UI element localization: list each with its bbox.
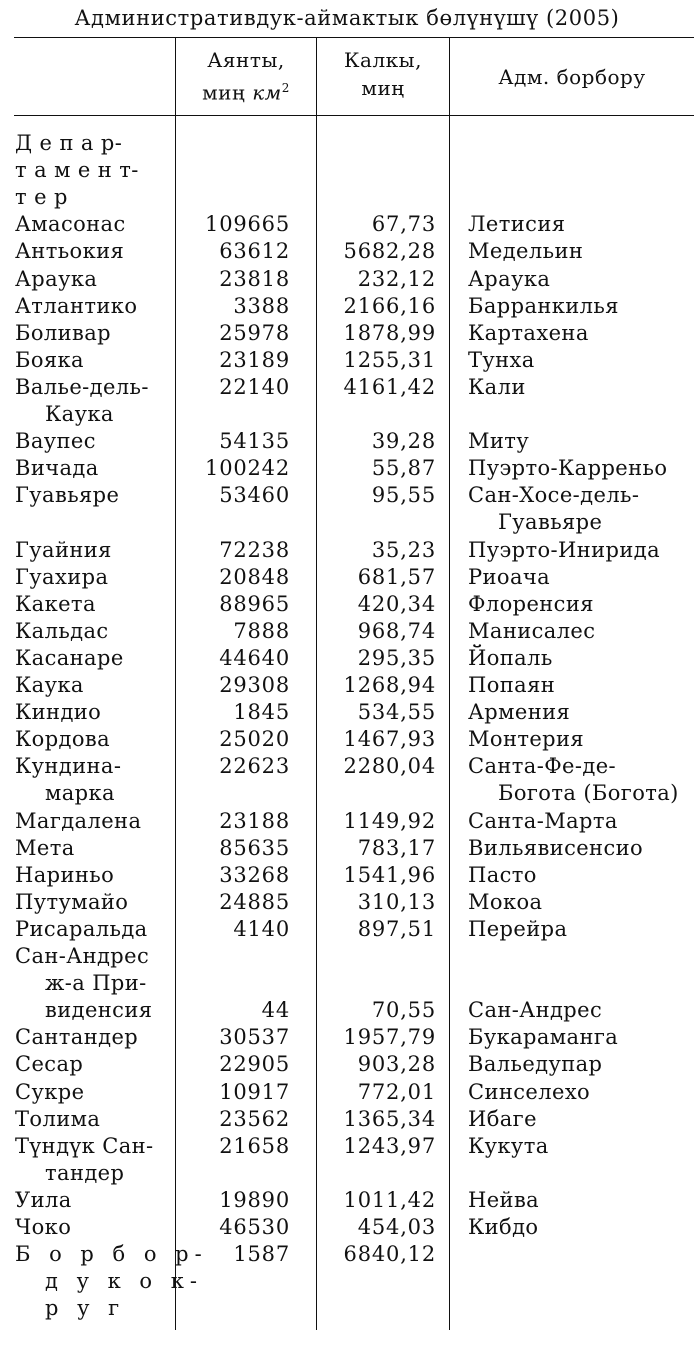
area-value: 20848 (219, 564, 290, 589)
department-name: Касанаре (15, 645, 124, 670)
header-pop-line1: Калкы, (344, 48, 422, 72)
population-value: 1149,92 (343, 808, 436, 833)
population-value: 2166,16 (343, 293, 436, 318)
department-name: Кальдас (15, 618, 109, 643)
area-value: 72238 (219, 537, 290, 562)
department-name: Амасонас (15, 212, 126, 237)
capital-name: Кали (468, 374, 526, 399)
capital-name: Картахена (468, 320, 589, 345)
capital-name: Нейва (468, 1187, 540, 1212)
area-value: 44640 (219, 645, 290, 670)
area-value: 63612 (219, 239, 290, 264)
area-value: 85635 (219, 835, 290, 860)
area-value: 100242 (205, 456, 290, 481)
department-name: Уила (15, 1187, 72, 1212)
capital-name: Медельин (468, 239, 584, 264)
area-value: 25978 (219, 320, 290, 345)
area-value: 21658 (219, 1133, 290, 1158)
area-value: 30537 (219, 1025, 290, 1050)
department-name: Толима (15, 1106, 101, 1131)
column-divider-2 (316, 38, 317, 1330)
capital-name: Попаян (468, 673, 556, 697)
department-name: д у к о к- (45, 1269, 203, 1294)
section-heading-line: т а м е н т- (15, 158, 139, 183)
department-name: Ваупес (15, 429, 96, 454)
population-value: 295,35 (357, 645, 436, 670)
capital-name: Риоача (468, 564, 551, 589)
area-value: 22905 (219, 1052, 290, 1077)
population-value: 1255,31 (343, 347, 436, 372)
department-name: Кундина- (15, 754, 122, 779)
department-name: Киндио (15, 700, 102, 725)
population-value: 772,01 (357, 1079, 436, 1104)
capital-name: Вильявисенсио (468, 835, 644, 860)
department-name: тандер (45, 1160, 125, 1185)
capital-name: Летисия (468, 212, 566, 237)
area-value: 19890 (219, 1187, 290, 1212)
department-name: Рисаральда (15, 916, 148, 941)
population-value: 67,73 (371, 212, 436, 237)
area-value: 23562 (219, 1106, 290, 1131)
department-name: Путумайо (15, 889, 129, 914)
capital-name: Вальедупар (468, 1052, 603, 1077)
capital-name: Перейра (468, 916, 568, 941)
department-name: Араука (15, 266, 98, 291)
department-name: Сукре (15, 1079, 85, 1104)
department-name: ж-а При- (45, 971, 147, 996)
population-value: 5682,28 (343, 239, 436, 264)
area-value: 29308 (219, 673, 290, 697)
department-name: Гуавьяре (15, 483, 120, 508)
area-value: 22140 (219, 374, 290, 399)
population-value: 1878,99 (343, 320, 436, 345)
population-value: 903,28 (357, 1052, 436, 1077)
population-value: 454,03 (357, 1215, 436, 1239)
population-value: 681,57 (357, 564, 436, 589)
capital-name: Йопаль (468, 645, 553, 670)
capital-name: Синселехо (468, 1079, 591, 1104)
area-value: 44 (261, 998, 290, 1023)
department-name: Сантандер (15, 1025, 139, 1050)
capital-name: Санта-Марта (468, 808, 618, 833)
area-value: 22623 (219, 754, 290, 779)
population-value: 310,13 (357, 889, 436, 914)
department-name: Мета (15, 835, 75, 860)
population-value: 232,12 (357, 266, 436, 291)
capital-name: Мокоа (468, 889, 543, 914)
population-value: 968,74 (357, 618, 436, 643)
area-value: 24885 (219, 889, 290, 914)
capital-name: Богота (Богота) (498, 781, 679, 806)
department-name: Б о р б о р- (15, 1242, 208, 1267)
population-value: 1365,34 (343, 1106, 436, 1131)
capital-name: Сан-Андрес (468, 998, 603, 1023)
capital-name: Сан-Хосе-дель- (468, 483, 640, 508)
population-value: 1268,94 (343, 673, 436, 697)
department-name: Нариньо (15, 862, 115, 887)
area-value: 23818 (219, 266, 290, 291)
area-value: 53460 (219, 483, 290, 508)
capital-name: Санта-Фе-де- (468, 754, 617, 779)
department-name: Вичада (15, 456, 99, 481)
population-value: 1957,79 (343, 1025, 436, 1050)
department-name: виденсия (45, 998, 153, 1023)
capital-name: Пуэрто-Инирида (468, 537, 661, 562)
population-value: 783,17 (357, 835, 436, 860)
capital-name: Букараманга (468, 1025, 619, 1050)
capital-name: Кибдо (468, 1215, 539, 1239)
table-title: Административдук-аймактык бөлүнүшү (2005) (74, 6, 620, 30)
area-value: 10917 (219, 1079, 290, 1104)
population-value: 4161,42 (343, 374, 436, 399)
department-name: марка (45, 781, 115, 806)
area-value: 1845 (233, 700, 290, 725)
capital-name: Пасто (468, 862, 537, 887)
header-bottom-rule (14, 115, 694, 116)
population-value: 420,34 (357, 591, 436, 616)
population-value: 2280,04 (343, 754, 436, 779)
population-value: 1243,97 (343, 1133, 436, 1158)
area-value: 54135 (219, 429, 290, 454)
population-value: 6840,12 (343, 1242, 436, 1267)
header-area-line1: Аянты, (207, 48, 285, 72)
capital-name: Монтерия (468, 727, 585, 752)
population-value: 1467,93 (343, 727, 436, 752)
capital-name: Гуавьяре (498, 510, 603, 535)
department-name: Кордова (15, 727, 111, 752)
header-area-line2: миң $км^2$ (202, 80, 290, 105)
area-value: 23189 (219, 347, 290, 372)
header-area (176, 46, 316, 107)
area-value: 23188 (219, 808, 290, 833)
department-name: Сесар (15, 1052, 84, 1077)
area-value: 25020 (219, 727, 290, 752)
department-name: Какета (15, 591, 96, 616)
population-value: 534,55 (357, 700, 436, 725)
department-name: Каука (45, 402, 114, 426)
capital-name: Армения (468, 700, 571, 725)
population-value: 1011,42 (343, 1187, 436, 1212)
population-value: 897,51 (357, 916, 436, 941)
department-name: Сан-Андрес (15, 944, 150, 968)
area-value: 7888 (233, 618, 290, 643)
area-value: 1587 (233, 1242, 290, 1267)
section-heading-line: т е р (15, 185, 68, 210)
area-value: 88965 (219, 591, 290, 616)
capital-name: Барранкилья (468, 293, 619, 318)
department-name: Түндүк Сан- (15, 1133, 154, 1158)
department-name: Гуайния (15, 537, 112, 562)
header-capital: Адм. борбору (498, 65, 646, 89)
population-value: 39,28 (371, 429, 436, 454)
population-value: 55,87 (371, 456, 436, 481)
section-heading-line: Д е п а р- (15, 131, 123, 155)
department-name: Бояка (15, 347, 84, 372)
department-name: р у г (45, 1296, 126, 1321)
department-name: Каука (15, 673, 84, 697)
capital-name: Флоренсия (468, 591, 594, 616)
area-value: 33268 (219, 862, 290, 887)
area-value: 4140 (233, 916, 290, 941)
title-rule (14, 37, 694, 38)
department-name: Атлантико (15, 293, 138, 318)
capital-name: Ибаге (468, 1106, 537, 1131)
column-divider-3 (449, 38, 450, 1330)
department-name: Гуахира (15, 564, 109, 589)
population-value: 95,55 (371, 483, 436, 508)
department-name: Магдалена (15, 808, 142, 833)
capital-name: Араука (468, 266, 551, 291)
population-value: 1541,96 (343, 862, 436, 887)
department-name: Валье-дель- (15, 374, 149, 399)
department-name: Антьокия (15, 239, 125, 264)
area-value: 3388 (233, 293, 290, 318)
area-value: 46530 (219, 1215, 290, 1239)
department-name: Боливар (15, 320, 111, 345)
capital-name: Пуэрто-Карреньо (468, 456, 668, 481)
capital-name: Кукута (468, 1133, 549, 1158)
header-pop-line2: миң (361, 76, 405, 100)
area-value: 109665 (205, 212, 290, 237)
population-value: 70,55 (371, 998, 436, 1023)
capital-name: Манисалес (468, 618, 596, 643)
header-population (317, 46, 449, 102)
population-value: 35,23 (371, 537, 436, 562)
department-name: Чоко (15, 1215, 72, 1239)
capital-name: Миту (468, 429, 530, 454)
capital-name: Тунха (468, 347, 535, 372)
